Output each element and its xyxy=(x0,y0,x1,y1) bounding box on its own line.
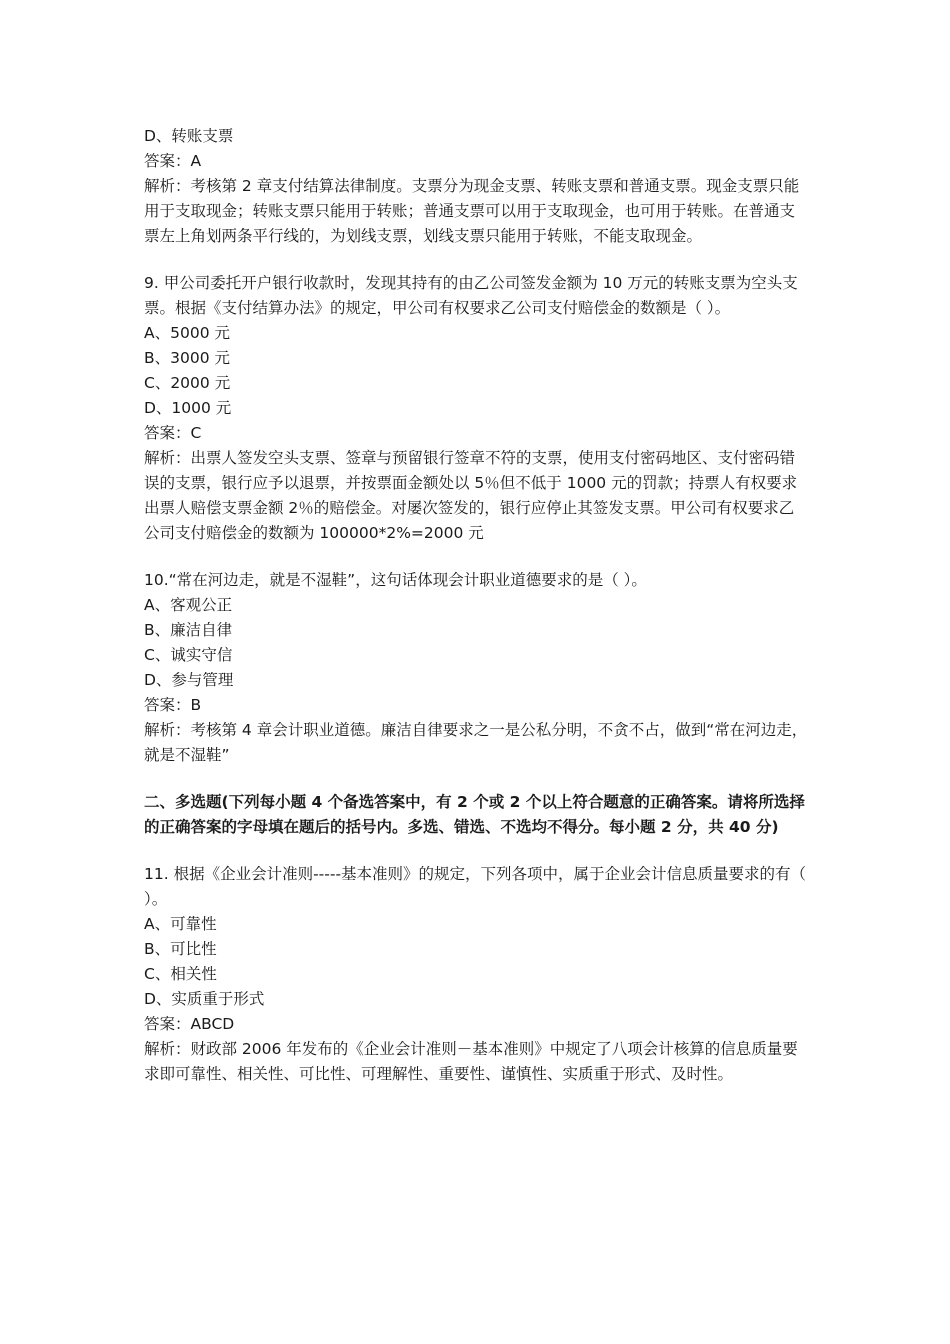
question-10 xyxy=(144,568,809,768)
option-b: B、3000 元 xyxy=(144,349,231,367)
option-c: C、相关性 xyxy=(144,965,217,983)
option-a: A、可靠性 xyxy=(144,915,217,933)
option-b: B、可比性 xyxy=(144,940,217,958)
analysis: 解析：考核第 4 章会计职业道德。廉洁自律要求之一是公私分明，不贪不占，做到“常在河边走，就是不湿鞋” xyxy=(144,721,808,764)
section-2 xyxy=(144,790,809,840)
question-9 xyxy=(144,271,809,546)
option-b: B、廉洁自律 xyxy=(144,621,233,639)
option-d: D、1000 元 xyxy=(144,399,232,417)
question-11 xyxy=(144,862,809,1087)
option-c: C、诚实守信 xyxy=(144,646,233,664)
question-stem: 10.“常在河边走，就是不湿鞋”，这句话体现会计职业道德要求的是（ ）。 xyxy=(144,571,647,589)
answer: 答案：B xyxy=(144,696,202,714)
answer: 答案：A xyxy=(144,152,202,170)
analysis: 解析：考核第 2 章支付结算法律制度。支票分为现金支票、转账支票和普通支票。现金支票只能用于支取现金；转账支票只能用于转账；普通支票可以用于支取现金，也可用于转账。在普通支票左上角划两条平行线的，为划线支票，划线支票只能用于转账，不能支取现金。 xyxy=(144,177,800,245)
section-heading: 二、多选题(下列每小题 4 个备选答案中，有 2 个或 2 个以上符合题意的正确答案。请将所选择的正确答案的字母填在题后的括号内。多选、错选、不选均不得分。每小题 2 分，共 40 分) xyxy=(144,793,805,836)
analysis: 解析：出票人签发空头支票、签章与预留银行签章不符的支票，使用支付密码地区、支付密码错误的支票，银行应予以退票，并按票面金额处以 5％但不低于 1000 元的罚款；持票人有权要求出票人赔偿支票金额 2％的赔偿金。对屡次签发的，银行应停止其签发支票。甲公司有权要求乙公司支付赔偿金的数额为 100000*2%=2000 元 xyxy=(144,449,798,542)
option-d: D、实质重于形式 xyxy=(144,990,265,1008)
option-d: D、参与管理 xyxy=(144,671,234,689)
analysis: 解析：财政部 2006 年发布的《企业会计准则－基本准则》中规定了八项会计核算的信息质量要求即可靠性、相关性、可比性、可理解性、重要性、谨慎性、实质重于形式、及时性。 xyxy=(144,1040,798,1083)
question-8-tail xyxy=(144,124,809,249)
question-stem: 9. 甲公司委托开户银行收款时，发现其持有的由乙公司签发金额为 10 万元的转账支票为空头支票。根据《支付结算办法》的规定，甲公司有权要求乙公司支付赔偿金的数额是（ ）。 xyxy=(144,274,798,317)
document-page xyxy=(144,124,809,1087)
option-a: A、5000 元 xyxy=(144,324,230,342)
option-d: D、转账支票 xyxy=(144,127,234,145)
question-stem: 11. 根据《企业会计准则-----基本准则》的规定，下列各项中，属于企业会计信息质量要求的有（ ）。 xyxy=(144,865,807,908)
option-c: C、2000 元 xyxy=(144,374,231,392)
answer: 答案：ABCD xyxy=(144,1015,235,1033)
answer: 答案：C xyxy=(144,424,202,442)
option-a: A、客观公正 xyxy=(144,596,233,614)
